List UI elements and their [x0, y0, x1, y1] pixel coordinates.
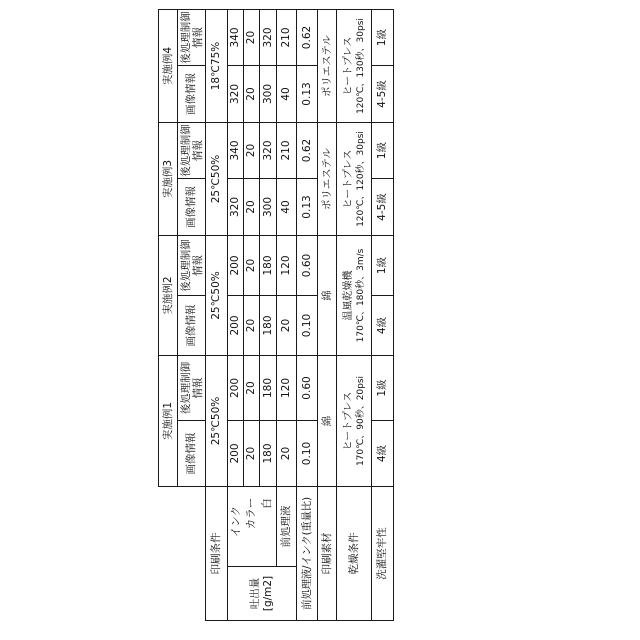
- ex4-image-white: 300: [260, 66, 277, 123]
- ex1-post-ink: 200: [228, 356, 244, 421]
- rotated-table-container: [158, 8, 395, 621]
- ex1-image-fastness: 4級: [372, 421, 394, 487]
- example2-header: 実施例2: [159, 236, 178, 356]
- ex3-image-pretreatment: 40: [277, 179, 297, 236]
- ex4-post-fastness: 1級: [372, 10, 394, 66]
- ex2-post-ink: 200: [228, 236, 244, 296]
- drying-params: 170℃、90秒、20psi: [355, 375, 366, 467]
- ex2-image-info-header: 画像情報: [178, 296, 206, 356]
- ex1-post-pretreatment: 120: [277, 356, 297, 421]
- ex1-post-process-header: [178, 356, 206, 421]
- ex1-post-white: 180: [260, 356, 277, 421]
- ex3-image-fastness: 4-5級: [372, 179, 394, 236]
- ex3-image-info-header: 画像情報: [178, 179, 206, 236]
- ex2-image-white: 180: [260, 296, 277, 356]
- ex4-post-pretreatment: 210: [277, 10, 297, 66]
- ex1-post-ratio: 0.60: [297, 356, 318, 421]
- post-process-line2: 情報: [191, 255, 204, 276]
- drying-params: 170℃、180秒、3m/s: [355, 248, 366, 343]
- ex4-post-color: 20: [244, 10, 260, 66]
- ex4-post-ink: 340: [228, 10, 244, 66]
- drying-method: ヒートプレス: [342, 149, 354, 209]
- ex4-image-ratio: 0.13: [297, 66, 318, 123]
- drying-method: 温風乾燥機: [342, 270, 354, 321]
- patent-example-table: [158, 9, 394, 621]
- ex4-environment: 18℃75%: [206, 10, 228, 123]
- ex1-drying: [337, 356, 372, 487]
- ex1-material: 綿: [318, 356, 337, 487]
- ex3-image-ink: 320: [228, 179, 244, 236]
- ex4-image-ink: 320: [228, 66, 244, 123]
- print-conditions-label: 印刷条件: [206, 487, 228, 621]
- post-process-line1: 後処理制御: [179, 239, 192, 292]
- ex3-image-color: 20: [244, 179, 260, 236]
- ex1-image-pretreatment: 20: [277, 421, 297, 487]
- ex4-material: ポリエステル: [318, 10, 337, 123]
- ex3-material: ポリエステル: [318, 123, 337, 236]
- ex2-post-white: 180: [260, 236, 277, 296]
- ex4-image-color: 20: [244, 66, 260, 123]
- ex2-post-ratio: 0.60: [297, 236, 318, 296]
- discharge-label-line1: 吐出量: [249, 577, 261, 610]
- post-process-line1: 後処理制御: [179, 361, 192, 415]
- ex3-image-ratio: 0.13: [297, 179, 318, 236]
- ex2-post-color: 20: [244, 236, 260, 296]
- ex1-image-ratio: 0.10: [297, 421, 318, 487]
- ex2-image-color: 20: [244, 296, 260, 356]
- ex2-post-process-header: [178, 236, 206, 296]
- ex2-image-pretreatment: 20: [277, 296, 297, 356]
- ex3-post-color: 20: [244, 123, 260, 179]
- ex3-environment: 25℃50%: [206, 123, 228, 236]
- ex2-image-ratio: 0.10: [297, 296, 318, 356]
- ex3-post-ratio: 0.62: [297, 123, 318, 179]
- ex1-image-ink: 200: [228, 421, 244, 487]
- ex1-environment: 25℃50%: [206, 356, 228, 487]
- pretreatment-label: 前処理液: [277, 487, 297, 567]
- ratio-label: 前処理液/インク(重量比): [297, 487, 318, 621]
- discharge-label-line2: [g/m2]: [262, 575, 274, 612]
- ex4-post-ratio: 0.62: [297, 10, 318, 66]
- drying-params: 120℃、120秒、30psi: [355, 131, 366, 227]
- ex4-image-fastness: 4-5級: [372, 66, 394, 123]
- ex3-image-white: 300: [260, 179, 277, 236]
- ex1-post-color: 20: [244, 356, 260, 421]
- drying-params: 120℃、130秒、30psi: [355, 18, 366, 114]
- drying-conditions-label: 乾燥条件: [337, 487, 372, 621]
- ex4-image-info-header: 画像情報: [178, 66, 206, 123]
- ex3-post-pretreatment: 210: [277, 123, 297, 179]
- ex3-post-process-header: [178, 123, 206, 179]
- ex2-drying: [337, 236, 372, 356]
- ex3-drying: [337, 123, 372, 236]
- ex4-image-pretreatment: 40: [277, 66, 297, 123]
- empty-corner: [159, 487, 206, 621]
- drying-method: ヒートプレス: [342, 36, 354, 96]
- example4-header: 実施例4: [159, 10, 178, 123]
- ex2-image-ink: 200: [228, 296, 244, 356]
- ex1-post-fastness: 1級: [372, 356, 394, 421]
- example3-header: 実施例3: [159, 123, 178, 236]
- post-process-line1: 後処理制御: [179, 11, 192, 64]
- ex1-image-color: 20: [244, 421, 260, 487]
- ex4-post-process-header: [178, 10, 206, 66]
- ex4-drying: [337, 10, 372, 123]
- discharge-amount-label: [228, 567, 297, 621]
- wash-fastness-label: 洗濯堅牢性: [372, 487, 394, 621]
- material-label: 印刷素材: [318, 487, 337, 621]
- ex3-post-fastness: 1級: [372, 123, 394, 179]
- example1-header: 実施例1: [159, 356, 178, 487]
- post-process-line2: 情報: [191, 377, 204, 399]
- ex2-environment: 25℃50%: [206, 236, 228, 356]
- color-label: カラー: [245, 497, 257, 530]
- post-process-line2: 情報: [191, 140, 204, 161]
- ex1-image-white: 180: [260, 421, 277, 487]
- ex2-material: 綿: [318, 236, 337, 356]
- ex3-post-ink: 340: [228, 123, 244, 179]
- ex3-post-white: 320: [260, 123, 277, 179]
- ink-items-label: [228, 487, 277, 567]
- ex2-post-fastness: 1級: [372, 236, 394, 296]
- ex4-post-white: 320: [260, 10, 277, 66]
- post-process-line1: 後処理制御: [179, 124, 192, 177]
- drying-method: ヒートプレス: [342, 391, 354, 451]
- ink-label: インク: [230, 505, 242, 538]
- ex1-image-info-header: 画像情報: [178, 421, 206, 487]
- white-label: 白: [261, 498, 273, 509]
- post-process-line2: 情報: [191, 27, 204, 48]
- ex2-image-fastness: 4級: [372, 296, 394, 356]
- ex2-post-pretreatment: 120: [277, 236, 297, 296]
